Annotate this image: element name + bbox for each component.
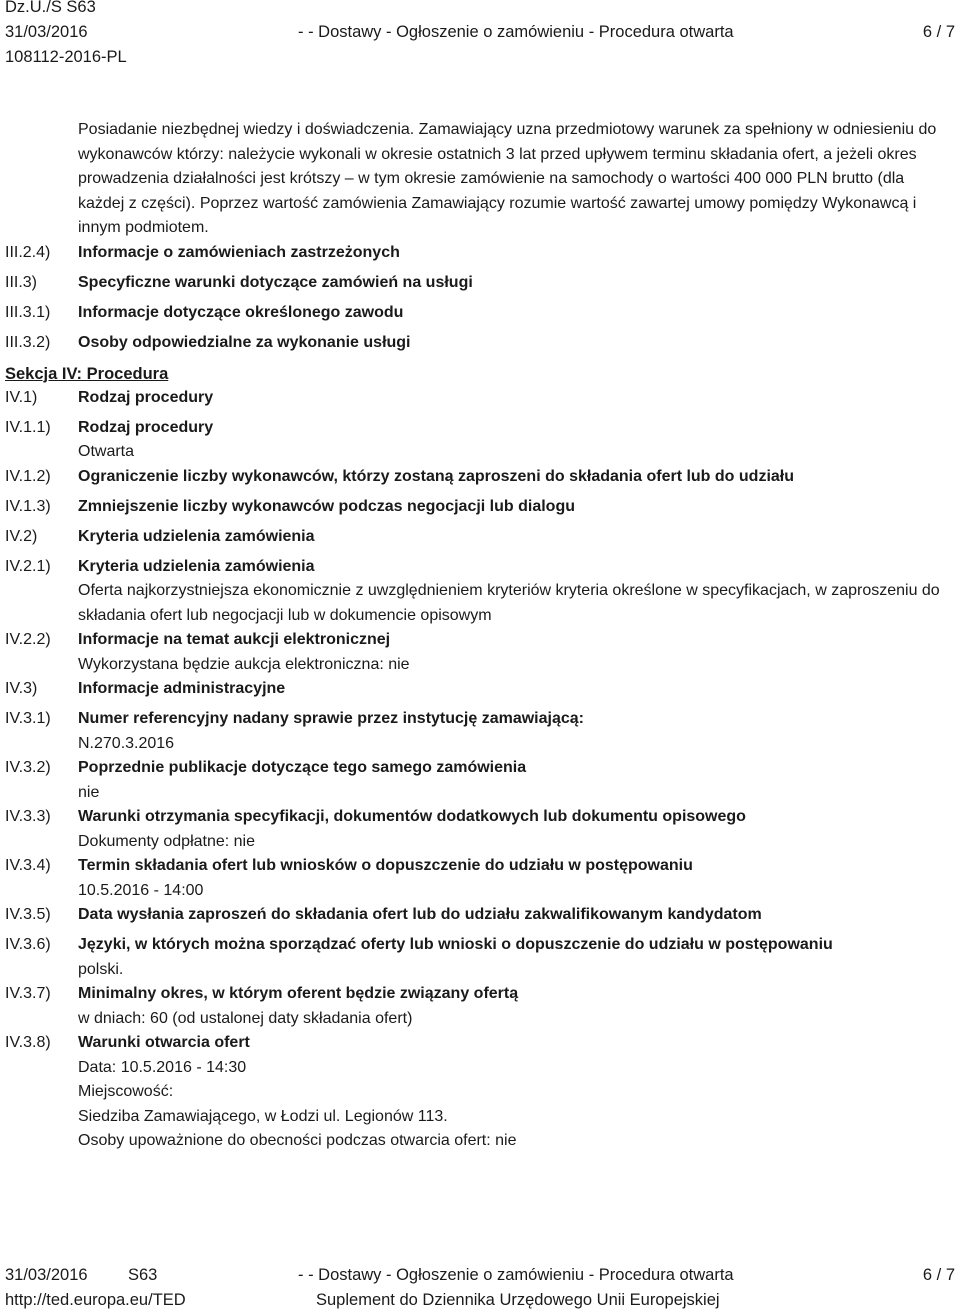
section-value: Miejscowość: — [78, 1083, 174, 1100]
section-number: IV.2.2) — [5, 631, 51, 648]
section-number: III.3.2) — [5, 333, 51, 351]
header-date: 31/03/2016 — [5, 23, 88, 41]
section-body — [78, 756, 958, 805]
section-heading: Minimalny okres, w którym oferent będzie związany ofertą — [78, 985, 519, 1002]
section-number: IV.3.7) — [5, 985, 51, 1002]
section-body — [78, 982, 958, 1031]
section-item — [0, 854, 960, 903]
section-body — [78, 495, 958, 520]
section-number: III.3.1) — [5, 303, 51, 321]
section-body — [78, 933, 958, 982]
section-value: Dokumenty odpłatne: nie — [78, 832, 255, 850]
section-heading: Specyficzne warunki dotyczące zamówień na usługi — [78, 273, 473, 291]
section-body — [78, 903, 958, 928]
section-number: IV.3) — [5, 680, 38, 697]
footer-page-number: 6 / 7 — [922, 1266, 955, 1284]
section-heading: Rodzaj procedury — [78, 418, 214, 436]
section-heading: Data wysłania zaproszeń do składania ofert lub do udziału zakwalifikowanym kandydatom — [78, 906, 762, 923]
section-number: IV.3.3) — [5, 808, 51, 825]
notice-id: 108112-2016-PL — [5, 48, 127, 66]
section-item — [0, 628, 960, 677]
section-body — [78, 525, 958, 550]
section-item — [0, 1031, 960, 1154]
section-heading: Informacje o zamówieniach zastrzeżonych — [78, 243, 400, 261]
section-body — [78, 854, 958, 903]
section-item — [0, 416, 960, 465]
section-body — [78, 555, 958, 629]
section-item — [0, 465, 960, 495]
section-item — [0, 756, 960, 805]
section-item — [0, 241, 960, 271]
section-value: Otwarta — [78, 443, 135, 460]
section-value: 10.5.2016 - 14:00 — [78, 881, 204, 899]
section-value: w dniach: 60 (od ustalonej daty składania ofert) — [78, 1009, 413, 1027]
section-value: Oferta najkorzystniejsza ekonomicznie z uwzględnieniem kryteriów kryteria określone w specyfikacjach, w zaproszeniu do składania ofert lub negocjacji lub w dokumencie opisowym — [78, 582, 940, 624]
section-heading: Ograniczenie liczby wykonawców, którzy zostaną zaproszeni do składania ofert lub do udziału — [78, 467, 794, 485]
section-4-title: Sekcja IV: Procedura — [5, 364, 169, 383]
section-body — [78, 331, 958, 356]
section-body — [78, 271, 958, 296]
section-number: IV.3.2) — [5, 759, 51, 776]
section-number: IV.3.5) — [5, 906, 51, 923]
header-title: - - Dostawy - Ogłoszenie o zamówieniu - Procedura otwarta — [298, 23, 734, 41]
footer-title: - - Dostawy - Ogłoszenie o zamówieniu - Procedura otwarta — [298, 1266, 734, 1284]
section-heading: Rodzaj procedury — [78, 388, 214, 406]
section-number: IV.1.2) — [5, 467, 51, 485]
section-heading: Kryteria udzielenia zamówienia — [78, 527, 315, 545]
footer-code: S63 — [128, 1266, 158, 1284]
section-heading: Zmniejszenie liczby wykonawców podczas negocjacji lub dialogu — [78, 497, 575, 515]
section-number: IV.3.1) — [5, 710, 51, 727]
section-item — [0, 386, 960, 416]
section-body — [78, 628, 958, 677]
section-value: N.270.3.2016 — [78, 734, 175, 752]
section-value: nie — [78, 783, 100, 801]
section-heading: Numer referencyjny nadany sprawie przez instytucję zamawiającą: — [78, 710, 584, 727]
section-body — [78, 465, 958, 490]
section-number: IV.1.3) — [5, 497, 51, 515]
section-body — [78, 241, 958, 266]
footer-url: http://ted.europa.eu/TED — [5, 1291, 186, 1309]
section-heading: Poprzednie publikacje dotyczące tego samego zamówienia — [78, 759, 527, 776]
section-number: IV.3.8) — [5, 1034, 51, 1051]
section-3-list — [0, 241, 960, 361]
intro-paragraph: Posiadanie niezbędnej wiedzy i doświadczenia. Zamawiający uzna przedmiotowy warunek za spełniony w odniesieniu do wykonawców którzy: należycie wykonali w okresie ostatnich 3 lat przed upływem terminu składania ofert, a jeżeli okres prowadzenia działalności jest krótszy – w tym okresie zamówienie na samochody o wartości 400 000 PLN brutto (dla każdej z części). Poprzez wartość zamówienia Zamawiający rozumie wartość zawartej umowy pomiędzy Wykonawcą i innym podmiotem. — [78, 121, 937, 236]
section-item — [0, 982, 960, 1031]
section-heading: Języki, w których można sporządzać oferty lub wnioski o dopuszczenie do udziału w postępowaniu — [78, 936, 833, 953]
section-item — [0, 805, 960, 854]
section-body — [78, 386, 958, 411]
section-item — [0, 331, 960, 361]
document-body — [0, 118, 960, 1154]
section-4-list — [0, 386, 960, 1154]
section-value: Siedziba Zamawiającego, w Łodzi ul. Legionów 113. — [78, 1107, 448, 1125]
section-value: Osoby upoważnione do obecności podczas otwarcia ofert: nie — [78, 1132, 517, 1149]
section-heading: Kryteria udzielenia zamówienia — [78, 557, 315, 575]
section-body — [78, 677, 958, 702]
section-item — [0, 495, 960, 525]
section-number: IV.1.1) — [5, 418, 51, 436]
section-number: IV.2) — [5, 527, 38, 545]
section-body — [78, 1031, 958, 1154]
section-heading: Osoby odpowiedzialne za wykonanie usługi — [78, 333, 411, 351]
section-item — [0, 555, 960, 629]
section-heading: Warunki otwarcia ofert — [78, 1034, 250, 1051]
header-page-number: 6 / 7 — [922, 23, 955, 41]
section-heading: Informacje administracyjne — [78, 680, 286, 697]
section-number: IV.3.6) — [5, 936, 51, 953]
section-item — [0, 903, 960, 933]
section-number: IV.1) — [5, 388, 38, 406]
section-item — [0, 271, 960, 301]
section-item — [0, 525, 960, 555]
section-heading: Warunki otrzymania specyfikacji, dokumentów dodatkowych lub dokumentu opisowego — [78, 808, 746, 825]
page-header — [0, 0, 960, 70]
section-item — [0, 707, 960, 756]
section-body — [78, 805, 958, 854]
section-number: IV.2.1) — [5, 557, 51, 575]
section-item — [0, 933, 960, 982]
footer-date: 31/03/2016 — [5, 1266, 88, 1284]
section-number: III.2.4) — [5, 243, 51, 261]
section-value: Wykorzystana będzie aukcja elektroniczna: nie — [78, 655, 410, 673]
section-item — [0, 301, 960, 331]
section-body — [78, 301, 958, 326]
section-body — [78, 707, 958, 756]
section-heading: Termin składania ofert lub wniosków o dopuszczenie do udziału w postępowaniu — [78, 857, 693, 874]
section-number: IV.3.4) — [5, 857, 51, 874]
footer-subtitle: Suplement do Dziennika Urzędowego Unii Europejskiej — [316, 1291, 720, 1309]
section-heading: Informacje na temat aukcji elektronicznej — [78, 631, 391, 648]
section-value: Data: 10.5.2016 - 14:30 — [78, 1058, 247, 1076]
section-item — [0, 677, 960, 707]
doc-ref: Dz.U./S S63 — [5, 0, 96, 16]
section-number: III.3) — [5, 273, 38, 291]
page-footer — [0, 1261, 960, 1311]
section-body — [78, 416, 958, 465]
section-heading: Informacje dotyczące określonego zawodu — [78, 303, 404, 321]
section-value: polski. — [78, 960, 124, 978]
